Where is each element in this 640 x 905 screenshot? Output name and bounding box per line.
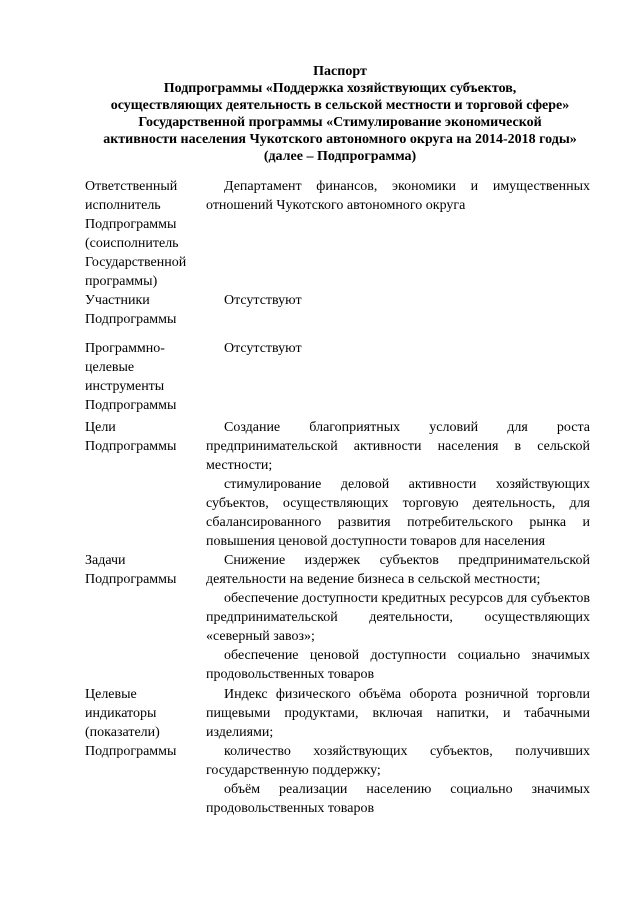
row-paragraph: стимулирование деловой активности хозяйствующих субъектов, осуществляющих торговую деятельность, для сбалансированного развития потребительского рынка и повышения ценовой доступности товаров для населения — [206, 477, 590, 549]
row-paragraph: Создание благоприятных условий для роста предпринимательской активности населения в сельской местности; — [206, 420, 590, 473]
passport-title — [60, 63, 620, 165]
title-line-2: Подпрограммы «Поддержка хозяйствующих субъектов, — [163, 81, 517, 96]
row-paragraph: Отсутствуют — [224, 293, 302, 308]
row-paragraph: обеспечение доступности кредитных ресурсов для субъектов предпринимательской деятельности, осуществляющих «северный завоз»; — [206, 591, 590, 644]
row-paragraph: Снижение издержек субъектов предпринимательской деятельности на ведение бизнеса в сельской местности; — [206, 553, 590, 587]
row-paragraph: объём реализации населению социально значимых продовольственных товаров — [206, 782, 590, 816]
row-paragraph: количество хозяйствующих субъектов, получивших государственную поддержку; — [206, 744, 590, 778]
row-paragraph: обеспечение ценовой доступности социально значимых продовольственных товаров — [206, 648, 590, 682]
row-value — [206, 551, 590, 684]
row-paragraph: Отсутствуют — [224, 341, 302, 356]
row-value — [206, 685, 590, 818]
row-label: Задачи Подпрограммы — [85, 553, 177, 587]
row-value — [206, 291, 590, 310]
row-paragraph: Департамент финансов, экономики и имущественных отношений Чукотского автономного округа — [206, 179, 590, 213]
row-value — [206, 418, 590, 551]
row-paragraph: Индекс физического объёма оборота розничной торговли пищевыми продуктами, включая напитки, и табачными изделиями; — [206, 687, 590, 740]
row-label: Ответственный исполнитель Подпрограммы (соисполнитель Государственной программы) — [85, 179, 187, 289]
row-label: Программно-целевые инструменты Подпрограммы — [85, 341, 177, 413]
title-line-5: активности населения Чукотского автономного округа на 2014-2018 годы» — [103, 132, 577, 147]
row-value — [206, 339, 590, 358]
title-line-1: Паспорт — [313, 64, 367, 79]
title-line-4: Государственной программы «Стимулирование экономической — [138, 115, 542, 130]
row-label: Участники Подпрограммы — [85, 293, 177, 327]
title-line-6: (далее – Подпрограмма) — [263, 149, 417, 164]
row-label: Целевые индикаторы (показатели) Подпрограммы — [85, 687, 177, 759]
title-line-3: осуществляющих деятельность в сельской местности и торговой сфере» — [110, 98, 570, 113]
row-value — [206, 177, 590, 215]
row-label: Цели Подпрограммы — [85, 420, 177, 454]
